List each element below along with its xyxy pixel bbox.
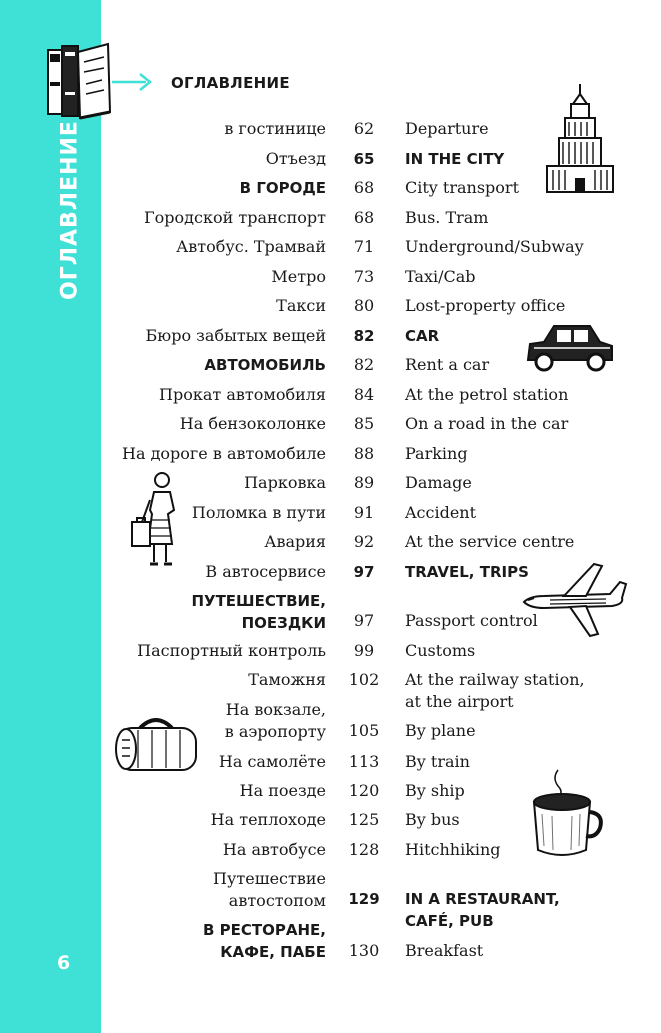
toc-entry-english: Parking xyxy=(405,444,468,463)
toc-page-number: 92 xyxy=(353,532,375,551)
traveler-woman-icon xyxy=(128,470,186,568)
page-number: 6 xyxy=(57,952,71,974)
toc-entry-russian: Паспортный контроль xyxy=(137,641,326,660)
sidebar-title: ОГЛАВЛЕНИЕ xyxy=(57,120,83,300)
toc-entry-english: IN A RESTAURANT, CAFÉ, PUB xyxy=(405,890,560,930)
toc-entry-english: Passport control xyxy=(405,611,538,630)
toc-page-number: 85 xyxy=(353,414,375,433)
toc-page-number: 68 xyxy=(353,208,375,227)
car-icon xyxy=(524,320,616,374)
toc-entry-english: Hitchhiking xyxy=(405,840,501,859)
toc-entry-english: At the railway station, at the airport xyxy=(405,670,585,711)
toc-page-number: 97 xyxy=(353,563,375,581)
toc-entry-russian: На самолёте xyxy=(218,752,326,771)
toc-page-number: 105 xyxy=(348,721,380,740)
toc-entry-english: Rent a car xyxy=(405,355,490,374)
toc-entry-russian: Таможня xyxy=(248,670,326,689)
toc-entry-english: Underground/Subway xyxy=(405,237,584,256)
coffee-cup-icon xyxy=(528,766,604,860)
toc-page-number: 82 xyxy=(353,327,375,345)
toc-page-number: 62 xyxy=(353,119,375,138)
toc-entry-english: Damage xyxy=(405,473,472,492)
toc-entry-russian: Путешествие автостопом xyxy=(213,869,326,910)
toc-entry-english: By bus xyxy=(405,810,460,829)
toc-entry-russian: Автобус. Трамвай xyxy=(176,237,326,256)
toc-page-number: 73 xyxy=(353,267,375,286)
toc-page-number: 68 xyxy=(353,178,375,197)
toc-page-number: 88 xyxy=(353,444,375,463)
toc-entry-russian: Прокат автомобиля xyxy=(159,385,326,404)
toc-entry-english: Departure xyxy=(405,119,489,138)
toc-entry-russian: На поезде xyxy=(239,781,326,800)
toc-entry-english: On a road in the car xyxy=(405,414,569,433)
toc-entry-russian: Бюро забытых вещей xyxy=(145,326,326,345)
toc-entry-russian: АВТОМОБИЛЬ xyxy=(204,356,326,374)
toc-entry-russian: Такси xyxy=(276,296,326,315)
toc-entry-english: Bus. Tram xyxy=(405,208,489,227)
toc-entry-russian: На автобусе xyxy=(222,840,326,859)
skyscraper-icon xyxy=(545,82,615,194)
toc-page-number: 129 xyxy=(348,890,380,908)
toc-entry-english: At the petrol station xyxy=(405,385,569,404)
toc-entry-russian: Поломка в пути xyxy=(191,503,326,522)
toc-entry-russian: На бензоколонке xyxy=(179,414,326,433)
toc-entry-english: Breakfast xyxy=(405,941,484,960)
toc-heading: ОГЛАВЛЕНИЕ xyxy=(171,74,290,92)
toc-page-number: 99 xyxy=(353,641,375,660)
toc-page-number: 128 xyxy=(348,840,380,859)
toc-page-number: 120 xyxy=(348,781,380,800)
toc-page-number: 113 xyxy=(348,752,380,771)
toc-entry-english: IN THE CITY xyxy=(405,150,505,168)
toc-entry-english: City transport xyxy=(405,178,519,197)
toc-entry-russian: На дороге в автомобиле xyxy=(121,444,326,463)
toc-entry-russian: На теплоходе xyxy=(210,810,326,829)
toc-entry-russian: в гостинице xyxy=(224,119,326,138)
toc-entry-english: Taxi/Cab xyxy=(405,267,476,286)
toc-page-number: 125 xyxy=(348,810,380,829)
toc-page-number: 91 xyxy=(353,503,375,522)
toc-entry-russian: Парковка xyxy=(244,473,326,492)
toc-entry-russian: Отъезд xyxy=(265,149,326,168)
toc-entry-english: At the service centre xyxy=(405,532,575,551)
airplane-icon xyxy=(520,560,630,640)
toc-page-number: 82 xyxy=(353,355,375,374)
toc-entry-russian: Авария xyxy=(264,532,326,551)
toc-entry-russian: В РЕСТОРАНЕ, КАФЕ, ПАБЕ xyxy=(203,921,326,961)
toc-entry-english: Customs xyxy=(405,641,476,660)
toc-page-number: 89 xyxy=(353,473,375,492)
toc-entry-english: By plane xyxy=(405,721,476,740)
toc-entry-russian: В автосервисе xyxy=(205,562,326,581)
toc-entry-russian: В ГОРОДЕ xyxy=(239,179,326,197)
toc-page-number: 84 xyxy=(353,385,375,404)
toc-page-number: 130 xyxy=(348,941,380,960)
toc-entry-russian: На вокзале, в аэропорту xyxy=(224,700,326,741)
toc-entry-english: Accident xyxy=(405,503,477,522)
toc-entry-english: Lost-property office xyxy=(405,296,566,315)
toc-entry-russian: Метро xyxy=(271,267,326,286)
travel-bag-icon xyxy=(112,712,200,774)
toc-entry-english: TRAVEL, TRIPS xyxy=(405,563,529,581)
toc-entry-russian: Городской транспорт xyxy=(144,208,326,227)
toc-page-number: 65 xyxy=(353,150,375,168)
toc-entry-russian: ПУТЕШЕСТВИЕ, ПОЕЗДКИ xyxy=(191,592,326,632)
toc-entry-english: CAR xyxy=(405,327,440,345)
toc-page-number: 97 xyxy=(353,611,375,630)
toc-page-number: 80 xyxy=(353,296,375,315)
toc-page-number: 71 xyxy=(353,237,375,256)
toc-entry-english: By ship xyxy=(405,781,465,800)
toc-page-number: 102 xyxy=(348,670,380,689)
toc-entry-english: By train xyxy=(405,752,470,771)
